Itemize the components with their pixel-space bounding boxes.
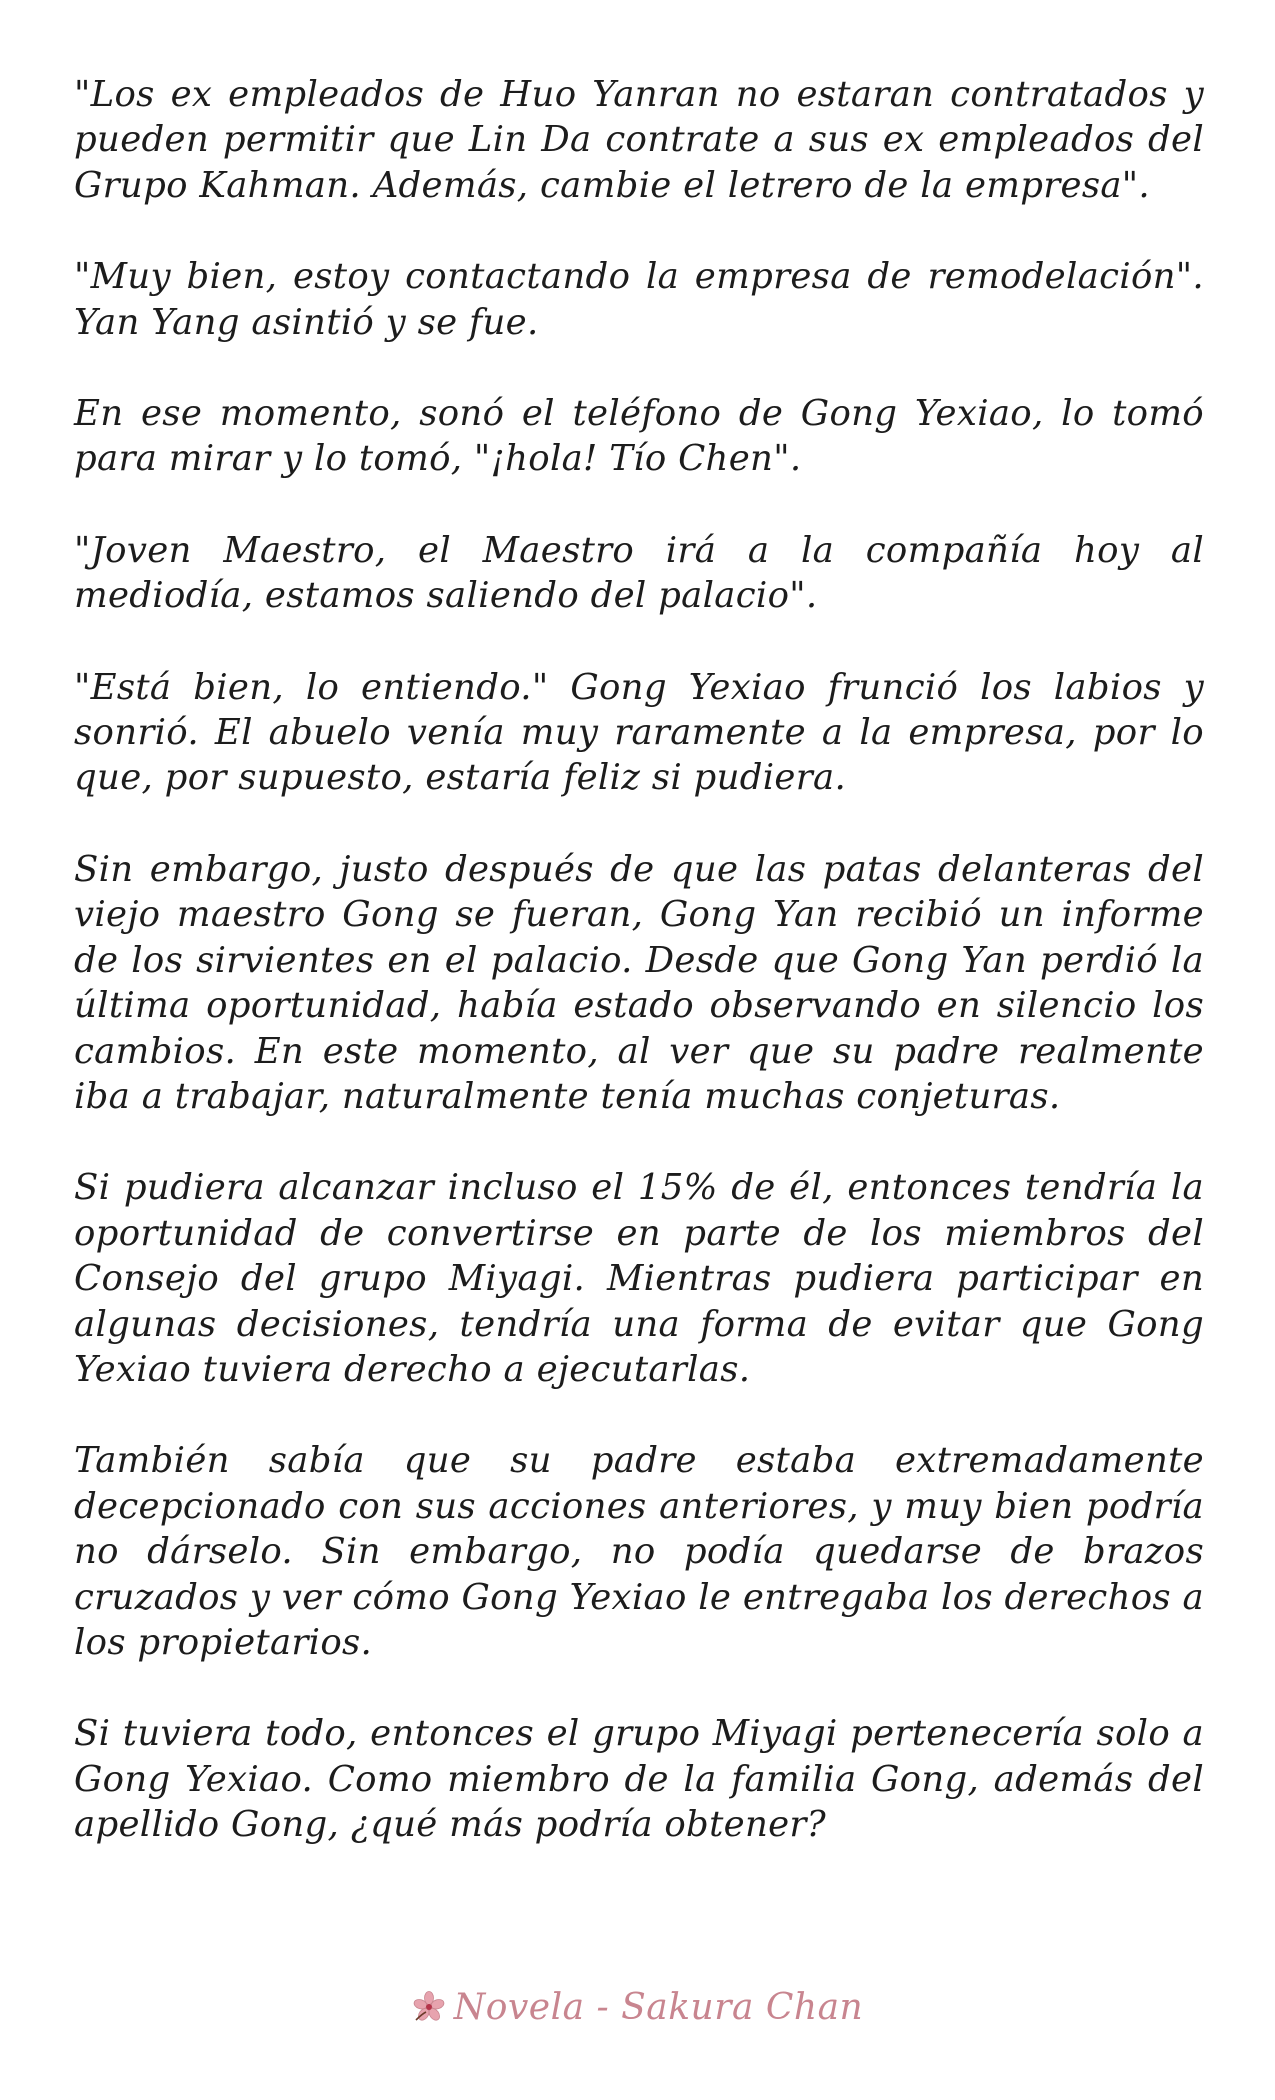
paragraph: En ese momento, sonó el teléfono de Gong Yexiao, lo tomó para mirar y lo tomó, "¡hola! Tío Chen". bbox=[74, 393, 1204, 480]
watermark-text: Novela - Sakura Chan bbox=[453, 1986, 864, 2028]
sakura-flower-icon bbox=[412, 1990, 446, 2024]
paragraph: También sabía que su padre estaba extremadamente decepcionado con sus acciones anteriores, y muy bien podría no dárselo. Sin embargo, no podía quedarse de brazos cruzados y ver cómo Gong Yexiao le entregaba los derechos a los propietarios. bbox=[74, 1440, 1204, 1663]
paragraph: Si pudiera alcanzar incluso el 15% de él, entonces tendría la oportunidad de convertirse en parte de los miembros del Consejo del grupo Miyagi. Mientras pudiera participar en algunas decisiones, tendría una forma de evitar que Gong Yexiao tuviera derecho a ejecutarlas. bbox=[74, 1167, 1204, 1390]
chapter-text bbox=[74, 72, 1204, 1894]
paragraph: Sin embargo, justo después de que las patas delanteras del viejo maestro Gong se fueran, Gong Yan recibió un informe de los sirvientes en el palacio. Desde que Gong Yan perdió la última oportunidad, había estado observando en silencio los cambios. En este momento, al ver que su padre realmente iba a trabajar, naturalmente tenía muchas conjeturas. bbox=[74, 848, 1204, 1117]
watermark bbox=[0, 1982, 1275, 2032]
paragraph: "Los ex empleados de Huo Yanran no estaran contratados y pueden permitir que Lin Da contrate a sus ex empleados del Grupo Kahman. Además, cambie el letrero de la empresa". bbox=[74, 74, 1204, 206]
paragraph: "Está bien, lo entiendo." Gong Yexiao frunció los labios y sonrió. El abuelo venía muy raramente a la empresa, por lo que, por supuesto, estaría feliz si pudiera. bbox=[74, 666, 1204, 799]
paragraph: "Joven Maestro, el Maestro irá a la compañía hoy al mediodía, estamos saliendo del palacio". bbox=[74, 529, 1204, 617]
paragraph: Si tuviera todo, entonces el grupo Miyagi pertenecería solo a Gong Yexiao. Como miembro de la familia Gong, además del apellido Gong, ¿qué más podría obtener? bbox=[74, 1713, 1204, 1846]
paragraph: "Muy bien, estoy contactando la empresa de remodelación". Yan Yang asintió y se fue. bbox=[74, 256, 1204, 343]
